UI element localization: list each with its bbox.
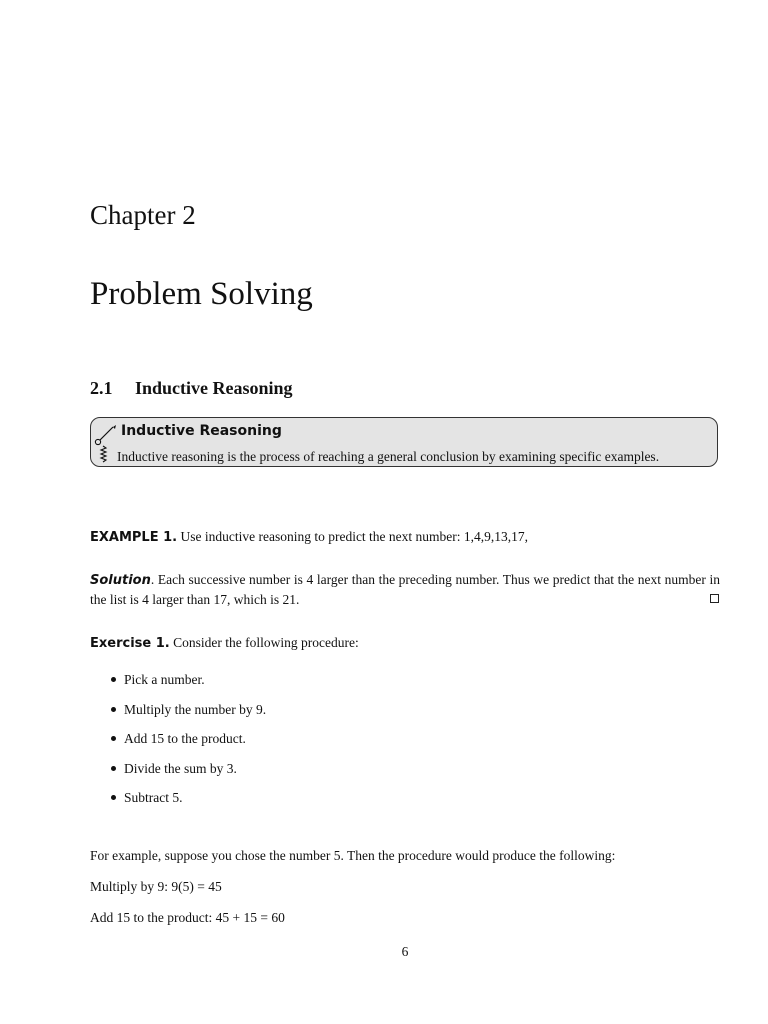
bullet-icon — [111, 766, 116, 771]
multiply-line: Multiply by 9: 9(5) = 45 — [90, 879, 222, 894]
definition-box — [90, 417, 718, 467]
pen-icon — [93, 421, 117, 465]
solution-paragraph — [90, 570, 720, 609]
chapter-title: Problem Solving — [90, 276, 313, 312]
qed-square-icon — [710, 594, 719, 603]
bullet-icon — [111, 795, 116, 800]
list-item — [108, 729, 266, 759]
example-label: EXAMPLE 1. — [90, 530, 178, 545]
example-paragraph — [90, 527, 720, 547]
list-item — [108, 759, 266, 789]
list-item-text: Multiply the number by 9. — [124, 701, 267, 717]
list-item-text: Add 15 to the product. — [124, 731, 246, 746]
for-example-paragraph: For example, suppose you chose the number 5. Then the procedure would produce the following: — [90, 848, 616, 863]
exercise-text: Consider the following procedure: — [173, 635, 359, 650]
procedure-list — [108, 670, 266, 818]
list-item-text: Pick a number. — [124, 672, 205, 687]
definition-title: Inductive Reasoning — [121, 423, 282, 439]
exercise-paragraph — [90, 633, 720, 653]
list-item — [108, 700, 266, 730]
section-heading — [90, 378, 293, 399]
list-item — [108, 670, 266, 700]
add-line: Add 15 to the product: 45 + 15 = 60 — [90, 910, 285, 925]
definition-body: Inductive reasoning is the process of reaching a general conclusion by examining specific examples. — [117, 449, 660, 464]
section-title: Inductive Reasoning — [135, 378, 293, 398]
exercise-label: Exercise 1. — [90, 636, 170, 651]
chapter-label: Chapter 2 — [90, 200, 196, 230]
list-item — [108, 788, 266, 818]
bullet-icon — [111, 677, 116, 682]
example-text: Use inductive reasoning to predict the next number: 1,4,9,13,17, — [180, 529, 529, 544]
solution-text: . Each successive number is 4 larger than the preceding number. Thus we predict that the next number in the list is 4 larger than 17, which is 21. — [90, 572, 720, 607]
page-number: 6 — [401, 944, 409, 959]
bullet-icon — [111, 736, 116, 741]
list-item-text: Divide the sum by 3. — [124, 760, 237, 776]
list-item-text: Subtract 5. — [124, 790, 183, 805]
bullet-icon — [111, 707, 116, 712]
solution-label: Solution — [90, 573, 151, 588]
section-number: 2.1 — [90, 378, 113, 398]
